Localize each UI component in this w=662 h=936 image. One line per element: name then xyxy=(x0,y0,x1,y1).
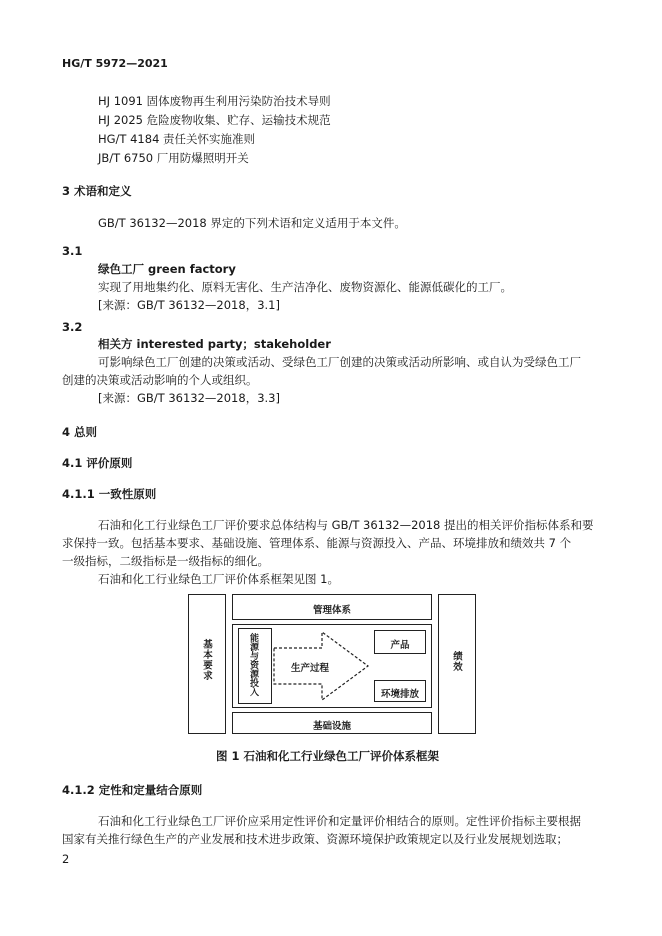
figure-infrastructure-box xyxy=(232,712,432,734)
paragraph-line: 石油和化工行业绿色工厂评价要求总体结构与 GB/T 36132—2018 提出的相关评价指标体系和要 xyxy=(98,518,594,532)
paragraph-line: 石油和化工行业绿色工厂评价应采用定性评价和定量评价相结合的原则。定性评价指标主要根据 xyxy=(98,814,581,828)
figure-basic-box xyxy=(188,594,226,734)
section-3-title: 3 术语和定义 xyxy=(62,184,132,198)
figure-management-label: 管理体系 xyxy=(312,605,351,616)
figure-energy-box xyxy=(238,628,272,704)
term-3-2-name: 相关方 interested party；stakeholder xyxy=(98,337,331,351)
paragraph-line: 一级指标，二级指标是一级指标的细化。 xyxy=(62,554,269,568)
figure-product-label: 产品 xyxy=(390,640,410,651)
figure-process-label: 生产过程 xyxy=(290,663,329,674)
term-3-1-name: 绿色工厂 green factory xyxy=(98,262,236,276)
section-4-1-2-title: 4.1.2 定性和定量结合原则 xyxy=(62,783,203,797)
figure-management-box xyxy=(232,594,432,620)
reference-item: JB/T 6750 厂用防爆照明开关 xyxy=(98,151,249,165)
section-3-intro: GB/T 36132—2018 界定的下列术语和定义适用于本文件。 xyxy=(98,216,406,230)
reference-item: HJ 2025 危险废物收集、贮存、运输技术规范 xyxy=(98,113,331,127)
figure-env-label: 环境排放 xyxy=(380,689,419,700)
figure-infrastructure-label: 基础设施 xyxy=(312,721,351,732)
term-3-1-source: [来源：GB/T 36132—2018，3.1] xyxy=(98,298,280,312)
document-code: HG/T 5972—2021 xyxy=(62,57,168,70)
figure-energy-label: 能源与资源投入 xyxy=(248,633,258,696)
paragraph-line: 求保持一致。包括基本要求、基础设施、管理体系、能源与资源投入、产品、环境排放和绩效共 7 个 xyxy=(62,536,572,550)
figure-product-box xyxy=(374,630,426,654)
term-3-2-definition: 可影响绿色工厂创建的决策或活动、受绿色工厂创建的决策或活动所影响、或自认为受绿色工厂 xyxy=(98,355,581,369)
section-4-1-title: 4.1 评价原则 xyxy=(62,456,133,470)
term-3-1-number: 3.1 xyxy=(62,244,83,258)
paragraph-line: 石油和化工行业绿色工厂评价体系框架见图 1。 xyxy=(98,572,339,586)
reference-item: HG/T 4184 责任关怀实施准则 xyxy=(98,132,256,146)
section-4-title: 4 总则 xyxy=(62,425,98,439)
section-4-1-1-title: 4.1.1 一致性原则 xyxy=(62,487,157,501)
figure-performance-box xyxy=(438,594,476,734)
term-3-2-source: [来源：GB/T 36132—2018，3.3] xyxy=(98,391,280,405)
figure-1-caption: 图 1 石油和化工行业绿色工厂评价体系框架 xyxy=(216,749,440,763)
term-3-2-definition-cont: 创建的决策或活动影响的个人或组织。 xyxy=(62,373,258,387)
paragraph-line: 国家有关推行绿色生产的产业发展和技术进步政策、资源环境保护政策规定以及行业发展规划选取； xyxy=(62,832,568,846)
page-number: 2 xyxy=(62,852,70,866)
term-3-2-number: 3.2 xyxy=(62,320,83,334)
term-3-1-definition: 实现了用地集约化、原料无害化、生产洁净化、废物资源化、能源低碳化的工厂。 xyxy=(98,280,512,294)
figure-basic-label: 基本要求 xyxy=(201,639,212,681)
figure-env-box xyxy=(374,680,426,702)
figure-performance-label: 绩效 xyxy=(451,651,462,672)
reference-item: HJ 1091 固体废物再生利用污染防治技术导则 xyxy=(98,94,331,108)
